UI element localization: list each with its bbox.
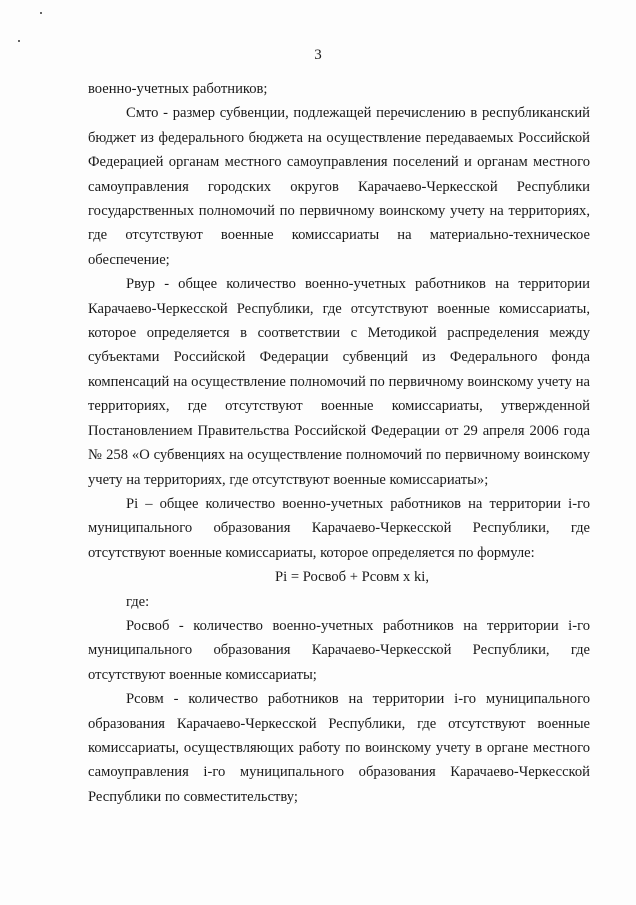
where-label: где: xyxy=(126,593,150,610)
scan-speck xyxy=(18,40,20,42)
page-number: 3 xyxy=(314,47,322,63)
body-text xyxy=(88,77,590,809)
paragraph-rosvob-definition: Росвоб - количество военно-учетных работников на территории i-го муниципального образования Карачаево-Черкесской Республики, где отсутствуют военные комиссариаты; xyxy=(88,617,590,683)
paragraph-rsovm-definition: Рсовм - количество работников на территории i-го муниципального образования Карачаево-Черкесской Республики, где отсутствуют военные комиссариаты, осуществляющих работу по воинскому учету в органе местного самоуправления i-го муниципального образования Карачаево-Черкесской Республики по совместительству; xyxy=(88,691,590,805)
paragraph-smto-definition: Смто - размер субвенции, подлежащей перечислению в республиканский бюджет из федерального бюджета на осуществление передаваемых Российской Федерацией органам местного самоуправления поселений и органам местного самоуправления городских округов Карачаево-Черкесской Республики государственных полномочий по первичному воинскому учету на территориях, где отсутствуют военные комиссариаты на материально-техническое обеспечение; xyxy=(88,105,590,268)
scan-speck xyxy=(40,12,42,14)
paragraph-continuation: военно-учетных работников; xyxy=(88,81,268,97)
formula-pi: Pi = Росвоб + Рсовм x ki, xyxy=(275,569,429,586)
paragraph-rvur-definition: Рвур - общее количество военно-учетных работников на территории Карачаево-Черкесской Республики, где отсутствуют военные комиссариаты, которое определяется в соответствии с Методикой распределения между субъектами Российской Федерации субвенций из Федерального фонда компенсаций на осуществление полномочий по первичному воинскому учету на территориях, где отсутствуют военные комиссариаты, утвержденной Постановлением Правительства Российской Федерации от 29 апреля 2006 года № 258 «О субвенциях на осуществление полномочий по первичному воинскому учету на территориях, где отсутствуют военные комиссариаты»; xyxy=(88,276,590,488)
paragraph-pi-definition: Pi – общее количество военно-учетных работников на территории i-го муниципального образования Карачаево-Черкесской Республики, где отсутствуют военные комиссариаты, которое определяется по формуле: xyxy=(88,495,590,561)
